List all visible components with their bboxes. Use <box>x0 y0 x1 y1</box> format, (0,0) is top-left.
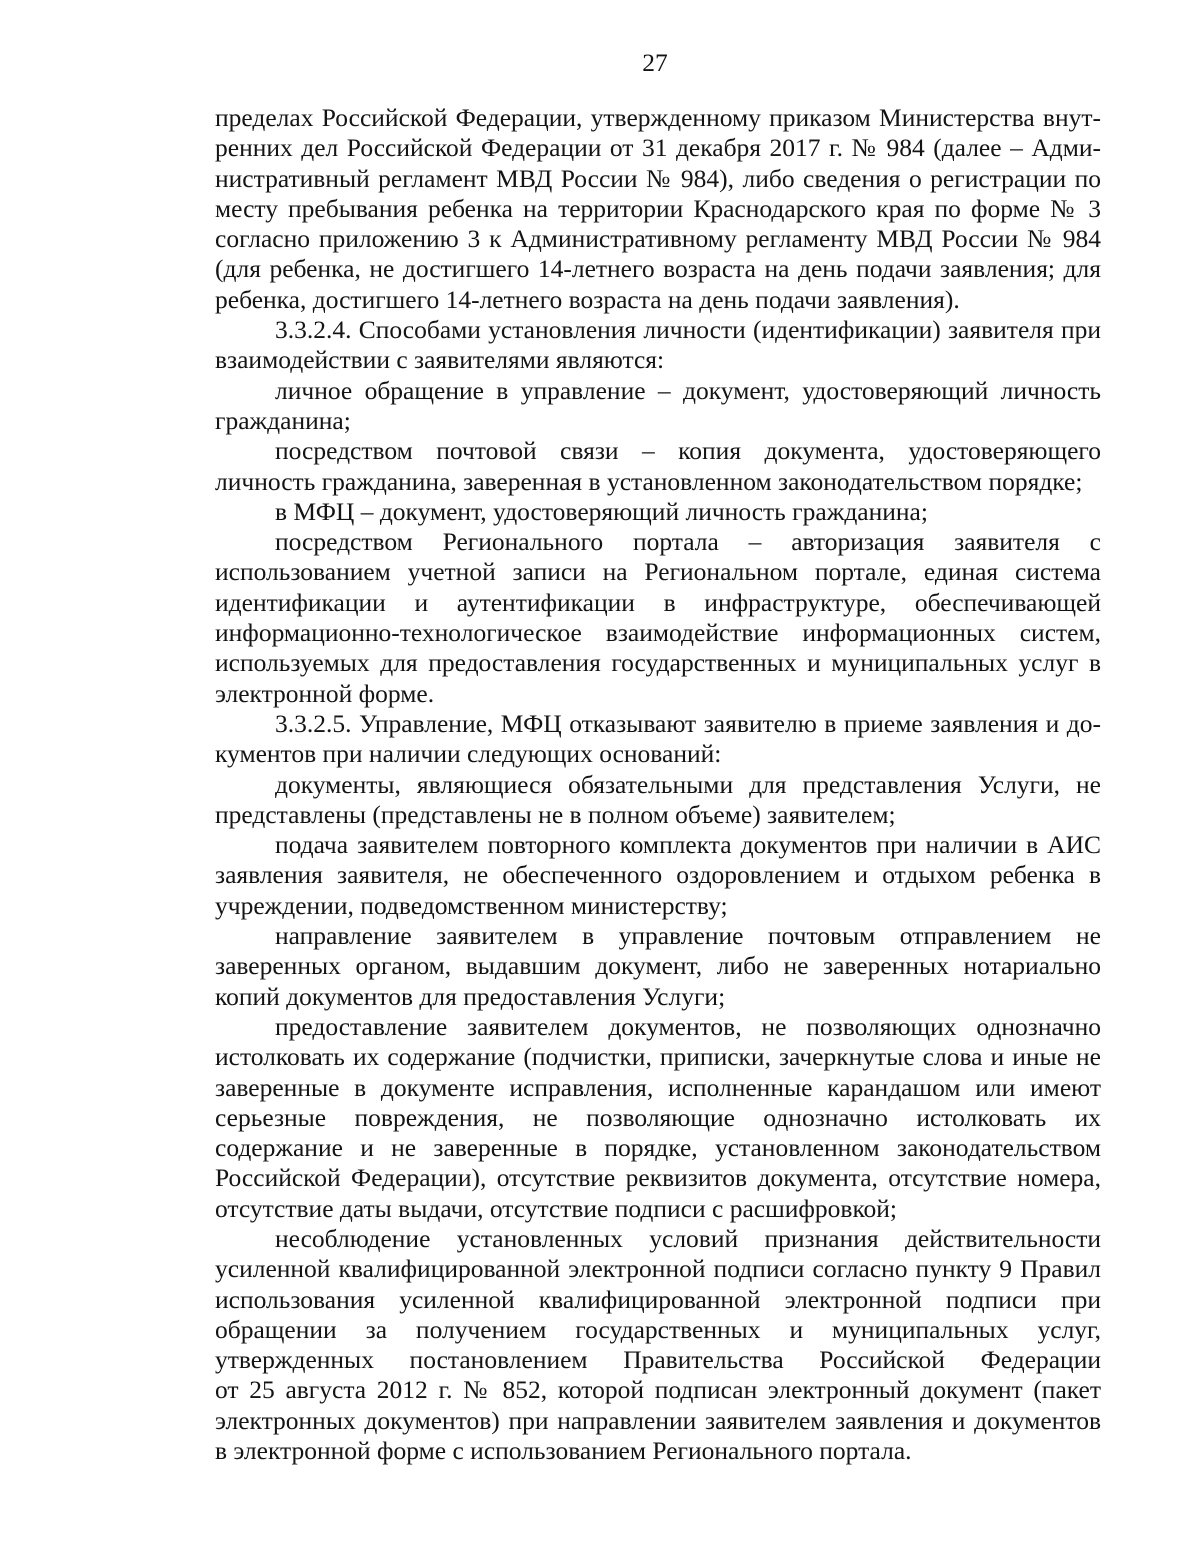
text-line: усиленной квалифицированной электронной подписи согласно пункту 9 Правил <box>215 1254 1101 1284</box>
text-line: 3.3.2.5. Управление, МФЦ отказывают заявителю в приеме заявления и до- <box>275 708 1101 738</box>
text-line: в электронной форме с использованием Регионального портала. <box>215 1436 912 1466</box>
text-line: кументов при наличии следующих оснований: <box>215 739 722 769</box>
text-line: идентификации и аутентификации в инфраструктуре, обеспечивающей <box>215 587 1101 617</box>
text-line: копий документов для предоставления Услуги; <box>215 981 726 1011</box>
text-line: истолковать их содержание (подчистки, приписки, зачеркнутые слова и иные не <box>215 1042 1101 1072</box>
text-line: учреждении, подведомственном министерству; <box>215 890 728 920</box>
text-line: электронной форме. <box>215 678 435 708</box>
text-line: утвержденных постановлением Правительства Российской Федерации <box>215 1345 1101 1375</box>
page-number: 27 <box>642 48 668 77</box>
text-line: гражданина; <box>215 405 351 435</box>
text-line: электронных документов) при направлении заявителем заявления и документов <box>215 1405 1101 1435</box>
text-line: заявления заявителя, не обеспеченного оздоровлением и отдыхом ребенка в <box>215 860 1101 890</box>
text-line: обращении за получением государственных и муниципальных услуг, <box>215 1314 1101 1344</box>
text-line: несоблюдение установленных условий признания действительности <box>275 1223 1101 1253</box>
text-line: посредством Регионального портала – авторизация заявителя с <box>275 527 1101 557</box>
text-line: использования усиленной квалифицированной электронной подписи при <box>215 1284 1101 1314</box>
text-line: серьезные повреждения, не позволяющие однозначно истолковать их <box>215 1102 1101 1132</box>
text-line: нистративный регламент МВД России № 984), либо сведения о регистрации по <box>215 163 1101 193</box>
text-line: личность гражданина, заверенная в установленном законодательством порядке; <box>215 466 1083 496</box>
paragraph <box>215 497 1101 527</box>
text-line: (для ребенка, не достигшего 14-летнего возраста на день подачи заявления; для <box>215 254 1101 284</box>
text-line: Российской Федерации), отсутствие реквизитов документа, отсутствие номера, <box>215 1163 1101 1193</box>
text-line: заверенных органом, выдавшим документ, либо не заверенных нотариально <box>215 951 1101 981</box>
paragraph <box>215 921 1101 1012</box>
text-line: личное обращение в управление – документ, удостоверяющий личность <box>275 375 1101 405</box>
text-line: месту пребывания ребенка на территории Краснодарского края по форме № 3 <box>215 193 1101 223</box>
paragraph <box>215 1224 1101 1466</box>
paragraph <box>215 527 1101 709</box>
paragraph <box>215 770 1101 831</box>
paragraph <box>215 376 1101 437</box>
text-line: в МФЦ – документ, удостоверяющий личность гражданина; <box>275 496 928 526</box>
text-line: содержание и не заверенные в порядке, установленном законодательством <box>215 1133 1101 1163</box>
paragraph <box>215 830 1101 921</box>
text-line: ренних дел Российской Федерации от 31 декабря 2017 г. № 984 (далее – Адми- <box>215 133 1101 163</box>
text-line: согласно приложению 3 к Административному регламенту МВД России № 984 <box>215 224 1101 254</box>
text-line: используемых для предоставления государственных и муниципальных услуг в <box>215 648 1101 678</box>
text-line: 3.3.2.4. Способами установления личности (идентификации) заявителя при <box>275 315 1101 345</box>
text-line: ребенка, достигшего 14-летнего возраста на день подачи заявления). <box>215 284 960 314</box>
document-body <box>215 103 1101 1466</box>
paragraph <box>215 103 1101 315</box>
text-line: информационно-технологическое взаимодействие информационных систем, <box>215 618 1101 648</box>
text-line: заверенные в документе исправления, исполненные карандашом или имеют <box>215 1072 1101 1102</box>
text-line: использованием учетной записи на Региональном портале, единая система <box>215 557 1101 587</box>
text-line: подача заявителем повторного комплекта документов при наличии в АИС <box>275 830 1101 860</box>
paragraph <box>215 436 1101 497</box>
paragraph <box>215 315 1101 376</box>
text-line: представлены (представлены не в полном объеме) заявителем; <box>215 799 896 829</box>
paragraph <box>215 1012 1101 1224</box>
text-line: от 25 августа 2012 г. № 852, которой подписан электронный документ (пакет <box>215 1375 1101 1405</box>
text-line: посредством почтовой связи – копия документа, удостоверяющего <box>275 436 1101 466</box>
text-line: предоставление заявителем документов, не позволяющих однозначно <box>275 1011 1101 1041</box>
text-line: взаимодействии с заявителями являются: <box>215 345 665 375</box>
text-line: направление заявителем в управление почтовым отправлением не <box>275 921 1101 951</box>
paragraph <box>215 709 1101 770</box>
text-line: документы, являющиеся обязательными для представления Услуги, не <box>275 769 1101 799</box>
text-line: пределах Российской Федерации, утвержденному приказом Министерства внут- <box>215 103 1101 132</box>
text-line: отсутствие даты выдачи, отсутствие подписи с расшифровкой; <box>215 1193 898 1223</box>
